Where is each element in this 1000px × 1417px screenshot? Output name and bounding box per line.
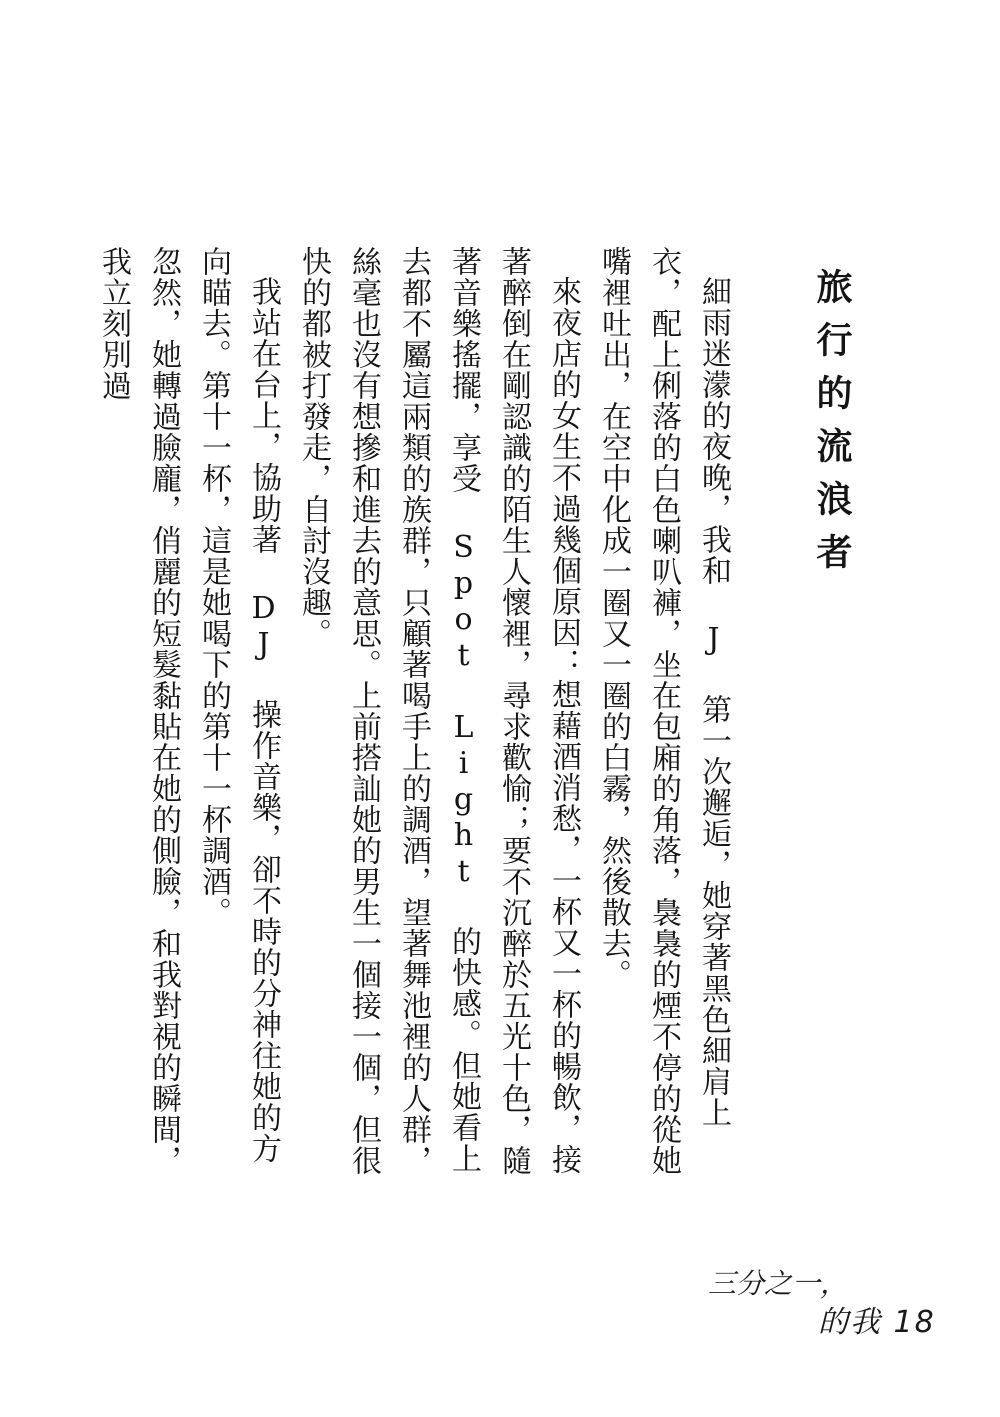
section-title: 旅行的流浪者 xyxy=(811,268,853,586)
paragraph-1: 細雨迷濛的夜晚，我和 J 第一次邂逅，她穿著黑色細肩上衣，配上俐落的白色喇叭褲，坐在包廂的角落，裊裊的煙不停的從她嘴裡吐出，在空中化成一圈又一圈的白霧，然後散去。 xyxy=(596,246,731,1176)
footer-book-subtitle: 三分之一， xyxy=(708,1267,849,1300)
footer-page-number: 的我 18 xyxy=(818,1305,936,1340)
body-text xyxy=(96,246,738,1186)
paragraph-2: 來夜店的女生不過幾個原因：想藉酒消愁，一杯又一杯的暢飲，接著醉倒在剛認識的陌生人懷裡，尋求歡愉；要不沉醉於五光十色，隨著音樂搖擺，享受 Spot Light 的快感。但她看上去都不屬這兩類的族群，只顧著喝手上的調酒，望著舞池裡的人群，絲毫也沒有想摻和進去的意思。上前搭訕她的男生一個接一個，但很快的都被打發走，自討沒趣。 xyxy=(296,246,581,1176)
paragraph-3: 我站在台上，協助著 DJ 操作音樂，卻不時的分神往她的方向瞄去。第十一杯，這是她喝下的第十一杯調酒。 xyxy=(196,246,281,1164)
paragraph-4: 忽然，她轉過臉龐，俏麗的短髮黏貼在她的側臉，和我對視的瞬間，我立刻別過 xyxy=(96,246,181,1176)
